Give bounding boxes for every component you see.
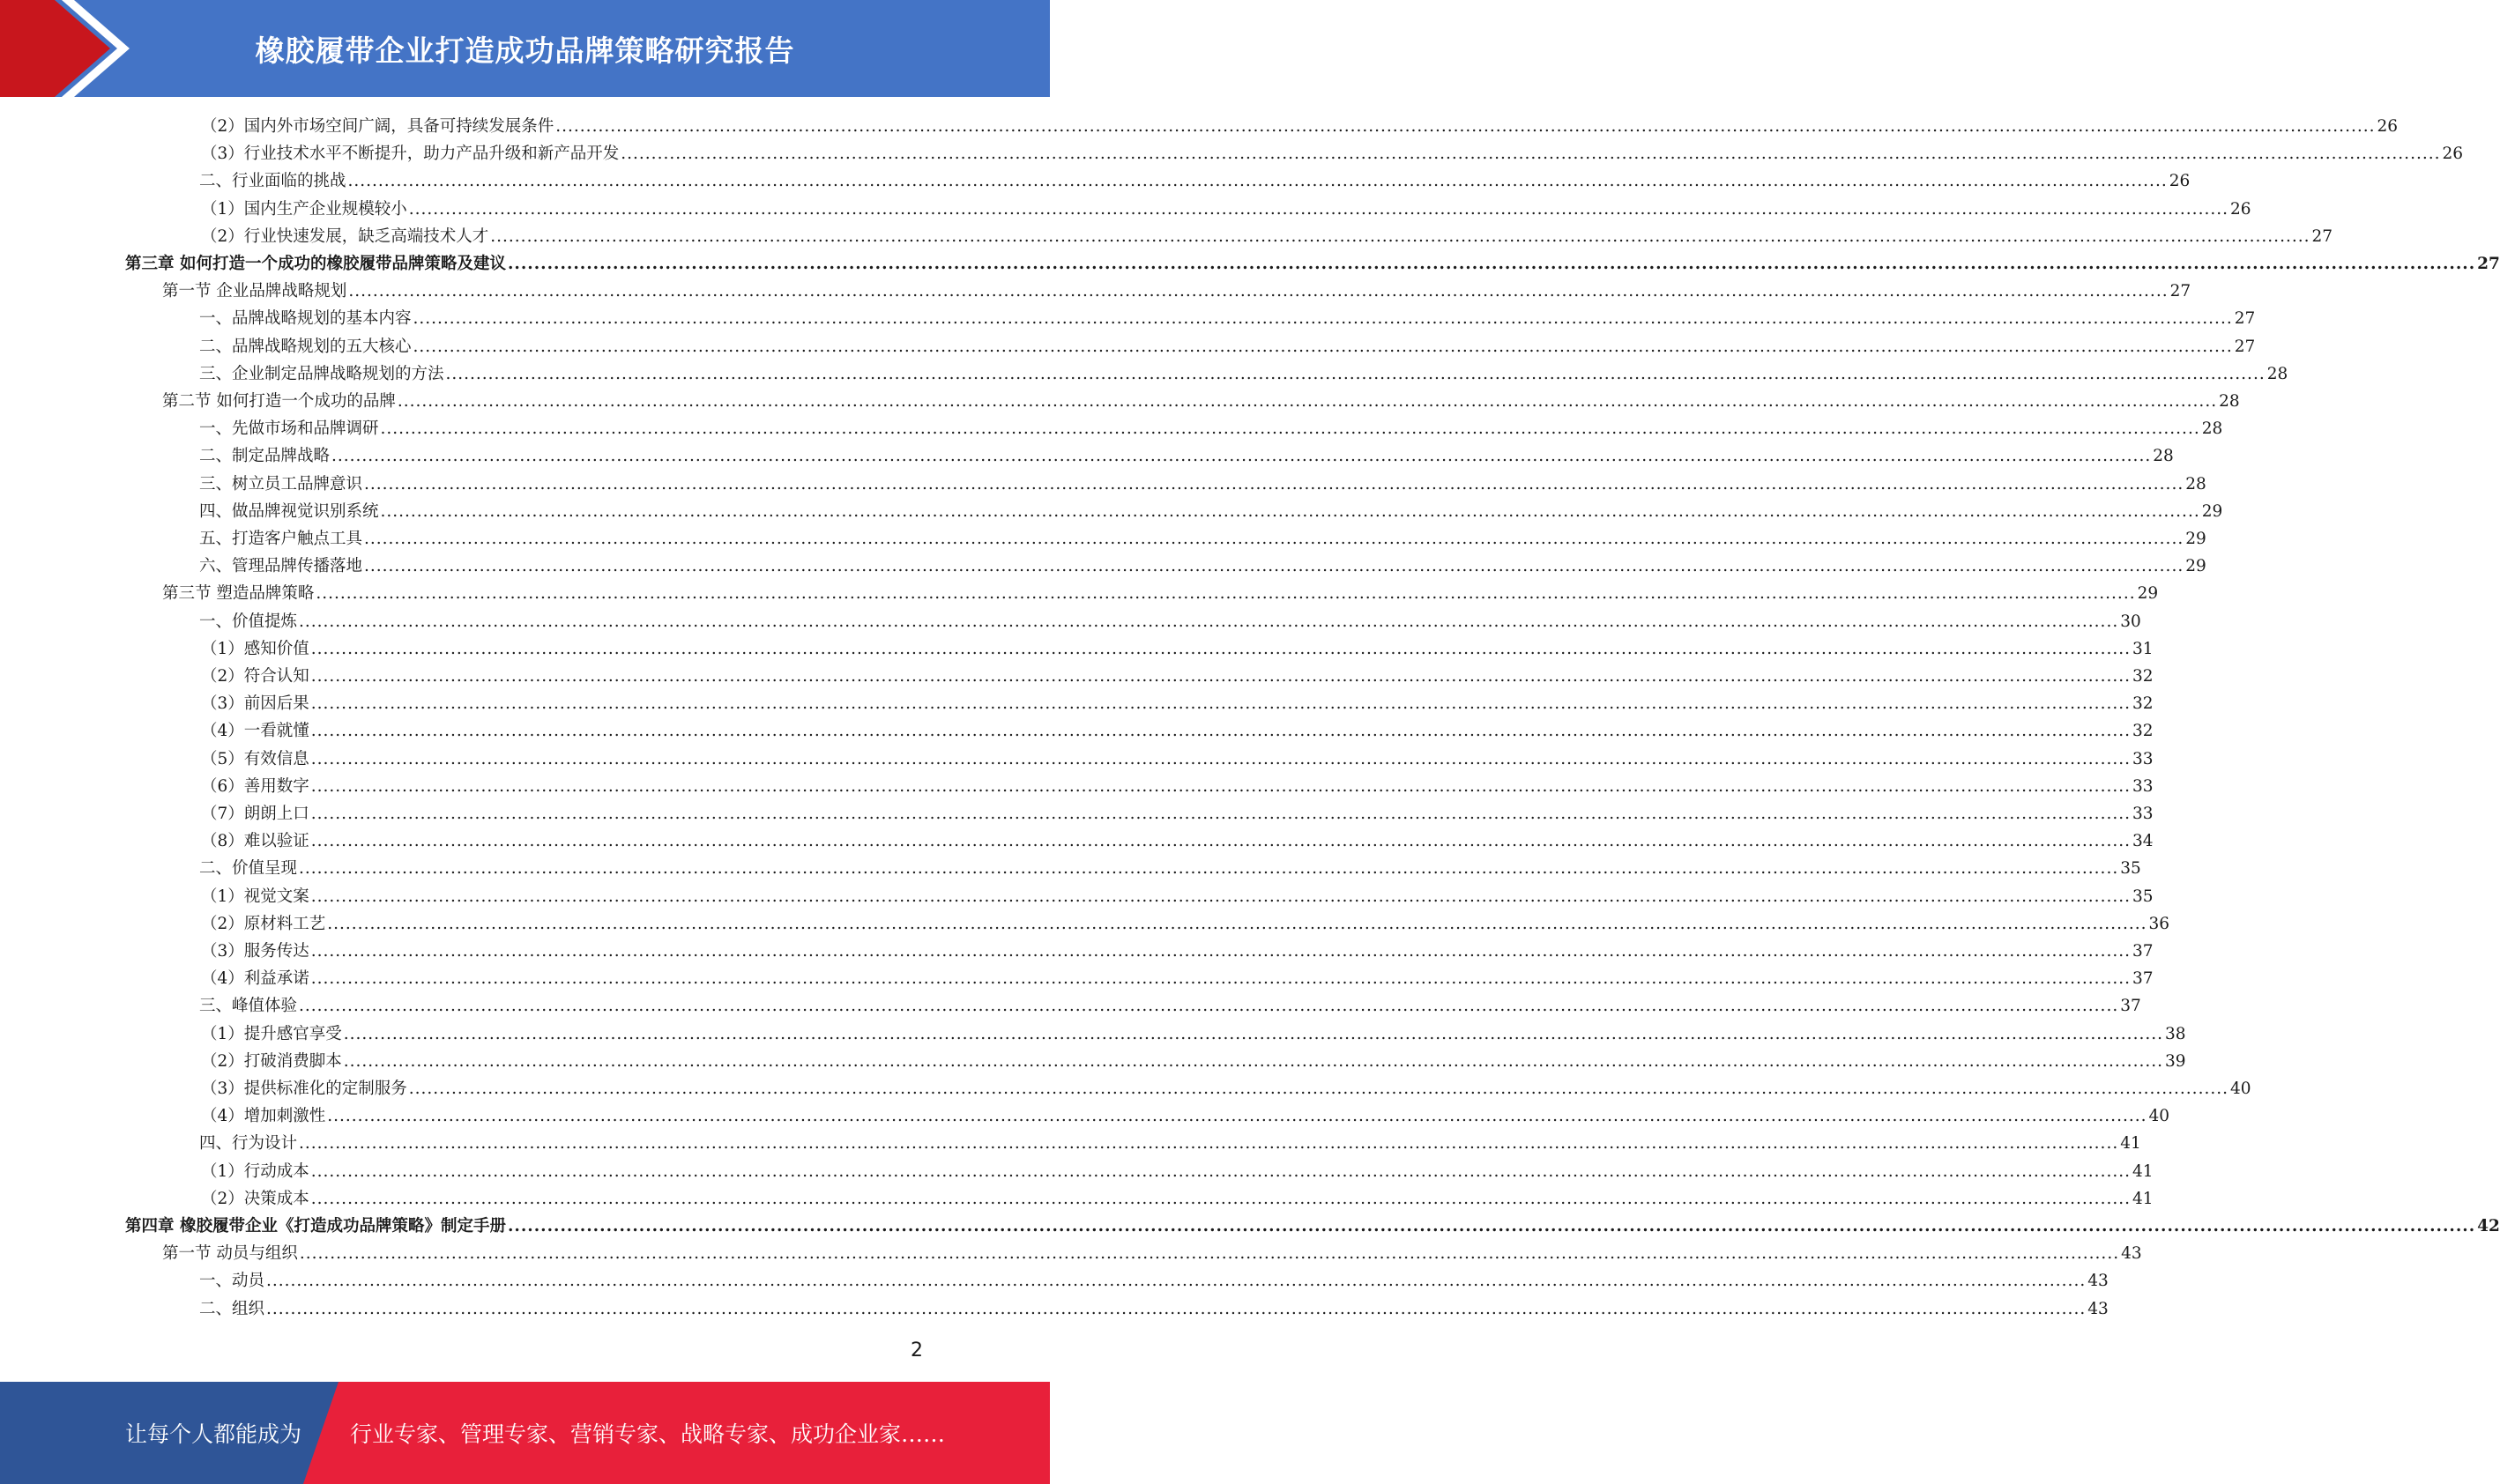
toc-entry-label: （2）国内外市场空间广阔，具备可持续发展条件 <box>201 117 554 136</box>
toc-entry-label: 二、制定品牌战略 <box>199 447 331 466</box>
toc-entry-page: 28 <box>2266 364 2288 383</box>
toc-section[interactable] <box>162 1240 2142 1267</box>
toc-leader-dots: ............................................................................................................................................................................................................................................................................................................ <box>364 557 2184 576</box>
toc-chapter[interactable] <box>125 1213 2500 1240</box>
toc-entry-label: 一、先做市场和品牌调研 <box>199 419 379 439</box>
toc-entry-page: 43 <box>2121 1244 2142 1264</box>
toc-entry-label: 三、树立员工品牌意识 <box>199 474 363 493</box>
toc-entry-label: （5）有效信息 <box>201 749 309 768</box>
toc-entry-page: 33 <box>2132 749 2154 768</box>
toc-chapter[interactable] <box>125 250 2500 278</box>
toc-entry-label: （4）利益承诺 <box>201 969 309 989</box>
toc-entry-label: 第二节 如何打造一个成功的品牌 <box>162 392 396 411</box>
toc-entry[interactable] <box>199 498 2223 525</box>
toc-entry[interactable] <box>201 800 2154 827</box>
toc-leader-dots: ............................................................................................................................................................................................................................................................................................................ <box>310 776 2131 796</box>
toc-entry-page: 27 <box>2169 282 2191 301</box>
toc-leader-dots: ............................................................................................................................................................................................................................................................................................................ <box>380 501 2200 521</box>
toc-entry-label: （1）行动成本 <box>201 1161 309 1181</box>
toc-entry-page: 27 <box>2477 255 2500 273</box>
page-number: 2 <box>911 1339 923 1362</box>
toc-entry[interactable] <box>199 1130 2141 1157</box>
toc-entry-page: 32 <box>2132 694 2154 714</box>
toc-leader-dots: ............................................................................................................................................................................................................................................................................................................ <box>343 1024 2163 1043</box>
toc-leader-dots: ............................................................................................................................................................................................................................................................................................................ <box>299 1134 2119 1154</box>
toc-section[interactable] <box>162 278 2191 305</box>
toc-leader-dots: ............................................................................................................................................................................................................................................................................................................ <box>310 887 2131 906</box>
toc-entry-label: （2）决策成本 <box>201 1189 309 1208</box>
toc-leader-dots: ............................................................................................................................................................................................................................................................................................................ <box>310 1161 2131 1181</box>
toc-entry[interactable] <box>201 196 2251 223</box>
toc-entry-label: （1）国内生产企业规模较小 <box>201 199 407 219</box>
toc-entry-label: （3）服务传达 <box>201 942 309 961</box>
toc-leader-dots: ............................................................................................................................................................................................................................................................................................................ <box>310 805 2131 823</box>
toc-entry-label: （4）增加刺激性 <box>201 1107 326 1126</box>
toc-entry-page: 27 <box>2311 226 2333 246</box>
toc-entry-label: 第三章 如何打造一个成功的橡胶履带品牌策略及建议 <box>125 255 506 273</box>
toc-entry-page: 40 <box>2229 1080 2251 1098</box>
toc-entry[interactable] <box>201 663 2154 690</box>
toc-leader-dots: ............................................................................................................................................................................................................................................................................................................ <box>408 1080 2228 1098</box>
toc-entry-page: 29 <box>2185 557 2206 576</box>
toc-entry-page: 31 <box>2132 639 2154 658</box>
toc-entry[interactable] <box>201 1185 2154 1213</box>
toc-entry[interactable] <box>201 717 2154 745</box>
toc-leader-dots: ............................................................................................................................................................................................................................................................................................................ <box>266 1272 2087 1291</box>
toc-entry-label: （2）原材料工艺 <box>201 914 326 933</box>
toc-entry-label: （2）打破消费脚本 <box>201 1051 342 1071</box>
toc-entry-label: （3）提供标准化的定制服务 <box>201 1080 407 1098</box>
toc-entry[interactable] <box>199 525 2206 553</box>
toc-entry[interactable] <box>201 1048 2186 1075</box>
toc-entry[interactable] <box>199 305 2256 332</box>
toc-leader-dots: ............................................................................................................................................................................................................................................................................................................ <box>343 1051 2163 1071</box>
toc-leader-dots: ............................................................................................................................................................................................................................................................................................................ <box>507 1217 2476 1235</box>
toc-entry[interactable] <box>201 635 2154 663</box>
toc-entry-label: 四、做品牌视觉识别系统 <box>199 501 379 521</box>
toc-leader-dots: ............................................................................................................................................................................................................................................................................................................ <box>310 722 2131 741</box>
toc-entry-page: 28 <box>2153 447 2174 466</box>
toc-entry-label: 三、企业制定品牌战略规划的方法 <box>199 364 444 383</box>
toc-entry[interactable] <box>199 1267 2109 1295</box>
toc-leader-dots: ............................................................................................................................................................................................................................................................................................................ <box>299 859 2119 879</box>
toc-entry[interactable] <box>201 113 2399 140</box>
toc-entry-label: （2）行业快速发展，缺乏高端技术人才 <box>201 226 489 246</box>
toc-leader-dots: ............................................................................................................................................................................................................................................................................................................ <box>310 639 2131 658</box>
toc-entry[interactable] <box>201 827 2154 855</box>
toc-entry[interactable] <box>199 992 2141 1020</box>
toc-entry[interactable] <box>199 608 2141 635</box>
toc-entry-label: 第一节 企业品牌战略规划 <box>162 282 347 301</box>
toc-leader-dots: ............................................................................................................................................................................................................................................................................................................ <box>310 832 2131 851</box>
toc-entry[interactable] <box>201 1102 2170 1130</box>
toc-entry[interactable] <box>201 690 2154 717</box>
toc-entry-page: 32 <box>2132 667 2154 686</box>
toc-entry-page: 26 <box>2442 145 2464 164</box>
toc-entry-label: 三、峰值体验 <box>199 997 298 1016</box>
toc-entry-page: 29 <box>2185 530 2206 548</box>
toc-entry-page: 32 <box>2132 722 2154 741</box>
toc-entry-label: 第一节 动员与组织 <box>162 1244 298 1264</box>
toc-entry-label: （8）难以验证 <box>201 832 309 851</box>
toc-entry-label: 二、价值呈现 <box>199 859 298 879</box>
toc-leader-dots: ............................................................................................................................................................................................................................................................................................................ <box>266 1299 2087 1318</box>
toc-leader-dots: ............................................................................................................................................................................................................................................................................................................ <box>621 145 2441 164</box>
toc-leader-dots: ............................................................................................................................................................................................................................................................................................................ <box>555 117 2376 136</box>
toc-entry-page: 35 <box>2120 859 2141 879</box>
toc-entry-label: 二、行业面临的挑战 <box>199 172 346 191</box>
toc-entry[interactable] <box>201 1158 2154 1185</box>
toc-entry-label: 二、品牌战略规划的五大核心 <box>199 337 412 356</box>
footer-slogan-right: 行业专家、管理专家、营销专家、战略专家、成功企业家…… <box>350 1421 946 1447</box>
toc-entry[interactable] <box>201 910 2170 938</box>
toc-leader-dots: ............................................................................................................................................................................................................................................................................................................ <box>327 914 2147 933</box>
toc-entry[interactable] <box>201 140 2464 167</box>
toc-entry[interactable] <box>199 553 2206 580</box>
toc-leader-dots: ............................................................................................................................................................................................................................................................................................................ <box>408 199 2228 219</box>
toc-leader-dots: ............................................................................................................................................................................................................................................................................................................ <box>348 282 2169 301</box>
toc-leader-dots: ............................................................................................................................................................................................................................................................................................................ <box>310 942 2131 961</box>
toc-leader-dots: ............................................................................................................................................................................................................................................................................................................ <box>413 337 2233 356</box>
toc-entry[interactable] <box>199 333 2256 360</box>
toc-entry-label: 第四章 橡胶履带企业《打造成功品牌策略》制定手册 <box>125 1217 506 1235</box>
toc-leader-dots: ............................................................................................................................................................................................................................................................................................................ <box>507 255 2476 273</box>
toc-entry-label: （3）前因后果 <box>201 694 309 714</box>
page-header <box>0 0 1050 97</box>
toc-entry-page: 26 <box>2377 117 2399 136</box>
toc-entry-label: 第三节 塑造品牌策略 <box>162 584 315 604</box>
toc-entry-label: （1）提升感官享受 <box>201 1024 342 1043</box>
toc-leader-dots: ............................................................................................................................................................................................................................................................................................................ <box>310 969 2131 989</box>
toc-entry-page: 27 <box>2234 337 2256 356</box>
toc-leader-dots: ............................................................................................................................................................................................................................................................................................................ <box>310 667 2131 686</box>
toc-leader-dots: ............................................................................................................................................................................................................................................................................................................ <box>327 1107 2147 1126</box>
toc-entry[interactable] <box>199 442 2174 470</box>
toc-entry-page: 28 <box>2185 474 2206 493</box>
toc-entry-label: （1）视觉文案 <box>201 887 309 906</box>
toc-entry-page: 41 <box>2120 1134 2141 1154</box>
toc-entry-page: 43 <box>2087 1299 2109 1318</box>
toc-entry[interactable] <box>201 883 2154 910</box>
toc-entry[interactable] <box>199 855 2141 882</box>
toc-entry-page: 29 <box>2201 501 2223 521</box>
toc-leader-dots: ............................................................................................................................................................................................................................................................................................................ <box>299 1244 2120 1264</box>
toc-entry-label: 一、动员 <box>199 1272 265 1291</box>
toc-leader-dots: ............................................................................................................................................................................................................................................................................................................ <box>364 474 2184 493</box>
toc-entry-page: 38 <box>2164 1024 2186 1043</box>
toc-entry-page: 37 <box>2132 969 2154 989</box>
toc-entry-page: 36 <box>2148 914 2170 933</box>
footer-slogan-left: 让每个人都能成为 <box>125 1421 302 1447</box>
toc-entry-label: 一、价值提炼 <box>199 612 298 631</box>
toc-entry-page: 41 <box>2132 1189 2154 1208</box>
toc-entry-page: 43 <box>2087 1272 2109 1291</box>
toc-entry[interactable] <box>201 1020 2186 1048</box>
toc-entry-page: 28 <box>2201 419 2223 439</box>
toc-entry-page: 30 <box>2120 612 2141 631</box>
toc-leader-dots: ............................................................................................................................................................................................................................................................................................................ <box>316 584 2136 604</box>
toc-entry[interactable] <box>201 1075 2251 1102</box>
toc-entry-page: 28 <box>2219 392 2240 411</box>
toc-entry-label: （1）感知价值 <box>201 639 309 658</box>
toc-section[interactable] <box>162 580 2159 607</box>
toc-entry-label: 二、组织 <box>199 1299 265 1318</box>
toc-entry[interactable] <box>201 746 2154 773</box>
toc-leader-dots: ............................................................................................................................................................................................................................................................................................................ <box>310 749 2131 768</box>
toc-entry[interactable] <box>201 965 2154 992</box>
toc-leader-dots: ............................................................................................................................................................................................................................................................................................................ <box>380 419 2200 439</box>
toc-entry[interactable] <box>199 471 2206 498</box>
toc-leader-dots: ............................................................................................................................................................................................................................................................................................................ <box>299 612 2119 631</box>
toc-entry[interactable] <box>199 415 2223 442</box>
toc-entry-label: 五、打造客户触点工具 <box>199 530 363 548</box>
toc-entry[interactable] <box>201 938 2154 965</box>
toc-entry[interactable] <box>199 1295 2109 1323</box>
toc-entry-label: （6）善用数字 <box>201 776 309 796</box>
toc-entry-page: 39 <box>2164 1051 2186 1071</box>
toc-leader-dots: ............................................................................................................................................................................................................................................................................................................ <box>347 172 2168 191</box>
toc-entry-label: （3）行业技术水平不断提升，助力产品升级和新产品开发 <box>201 145 620 164</box>
chevron-decoration-icon <box>0 0 132 97</box>
toc-entry-page: 33 <box>2132 776 2154 796</box>
toc-entry-page: 27 <box>2234 309 2256 329</box>
toc-section[interactable] <box>162 388 2240 415</box>
toc-entry-page: 41 <box>2132 1161 2154 1181</box>
toc-entry-label: （2）符合认知 <box>201 667 309 686</box>
toc-entry-page: 37 <box>2120 997 2141 1016</box>
toc-entry-page: 26 <box>2169 172 2191 191</box>
page-footer <box>0 1382 1050 1484</box>
toc-entry-label: 一、品牌战略规划的基本内容 <box>199 309 412 329</box>
toc-entry[interactable] <box>199 360 2288 388</box>
toc-entry-page: 42 <box>2477 1217 2500 1235</box>
toc-entry-page: 29 <box>2137 584 2159 604</box>
toc-entry-page: 40 <box>2148 1107 2170 1126</box>
toc-entry-page: 33 <box>2132 805 2154 823</box>
toc-leader-dots: ............................................................................................................................................................................................................................................................................................................ <box>364 530 2184 548</box>
toc-leader-dots: ............................................................................................................................................................................................................................................................................................................ <box>490 226 2310 246</box>
toc-entry-page: 26 <box>2229 199 2251 219</box>
toc-entry-page: 34 <box>2132 832 2154 851</box>
toc-leader-dots: ............................................................................................................................................................................................................................................................................................................ <box>331 447 2152 466</box>
toc-leader-dots: ............................................................................................................................................................................................................................................................................................................ <box>397 392 2218 411</box>
toc-leader-dots: ............................................................................................................................................................................................................................................................................................................ <box>310 1189 2131 1208</box>
document-title: 橡胶履带企业打造成功品牌策略研究报告 <box>255 33 795 68</box>
toc-leader-dots: ............................................................................................................................................................................................................................................................................................................ <box>310 694 2131 714</box>
toc-entry-page: 35 <box>2132 887 2154 906</box>
toc-entry[interactable] <box>201 773 2154 800</box>
toc-entry[interactable] <box>201 223 2333 250</box>
toc-entry-label: （4）一看就懂 <box>201 722 309 741</box>
toc-entry-label: （7）朗朗上口 <box>201 805 309 823</box>
toc-leader-dots: ............................................................................................................................................................................................................................................................................................................ <box>299 997 2119 1016</box>
toc-entry[interactable] <box>199 167 2191 195</box>
toc-leader-dots: ............................................................................................................................................................................................................................................................................................................ <box>445 364 2266 383</box>
toc-leader-dots: ............................................................................................................................................................................................................................................................................................................ <box>413 309 2233 329</box>
toc-entry-page: 37 <box>2132 942 2154 961</box>
toc-entry-label: 六、管理品牌传播落地 <box>199 557 363 576</box>
toc-entry-label: 四、行为设计 <box>199 1134 298 1154</box>
